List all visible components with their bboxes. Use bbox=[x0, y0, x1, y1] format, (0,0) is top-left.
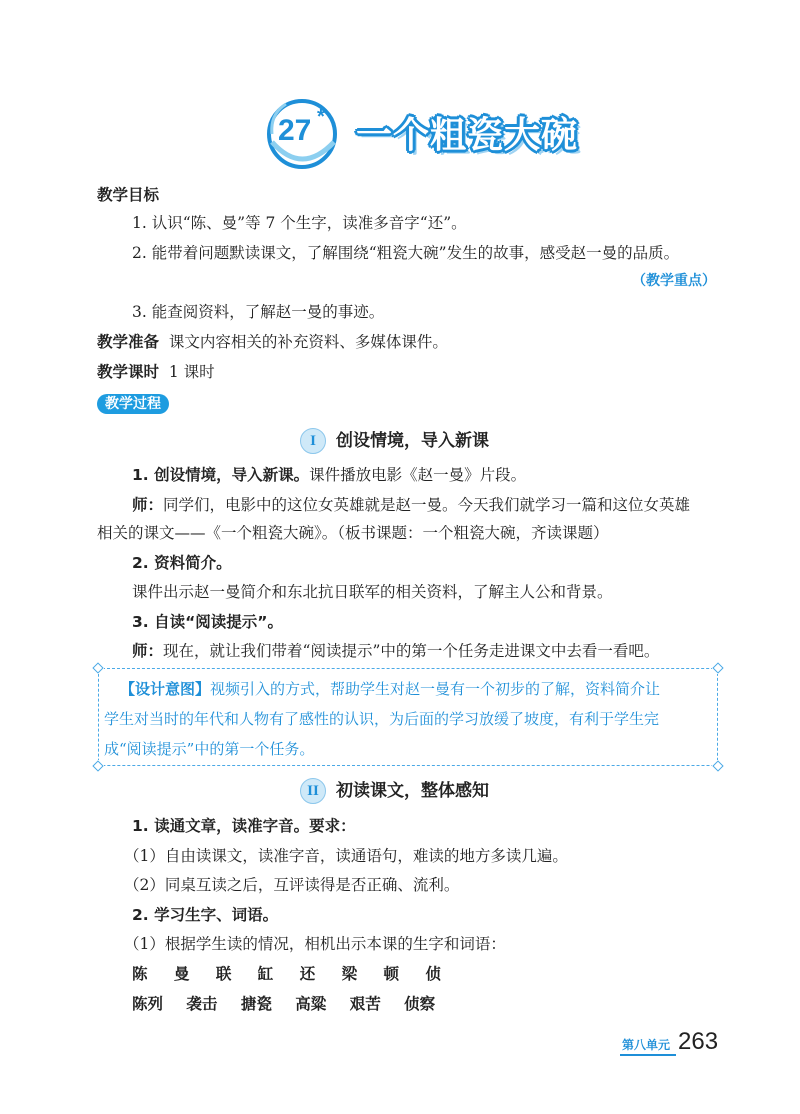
new-words-row bbox=[132, 992, 453, 1014]
section-1-title: 创设情境，导入新课 bbox=[336, 431, 489, 451]
s1-p1 bbox=[132, 464, 526, 486]
goal-item-3: 3. 能查阅资料，了解赵一曼的事迹。 bbox=[132, 303, 385, 321]
s2-p2: （1）自由读课文，读准字音，读通语句，难读的地方多读几遍。 bbox=[124, 847, 568, 865]
new-characters-row bbox=[132, 962, 462, 984]
word: 袭击 bbox=[186, 994, 218, 1013]
design-line-1-text: 视频引入的方式，帮助学生对赵一曼有一个初步的了解，资料简介让 bbox=[210, 680, 661, 698]
goals-heading: 教学目标 bbox=[97, 186, 160, 204]
s2-p5: （1）根据学生读的情况，相机出示本课的生字和词语： bbox=[124, 935, 506, 953]
lesson-number: 27 bbox=[278, 114, 312, 147]
character: 缸 bbox=[257, 964, 274, 983]
section-1-number: I bbox=[300, 428, 326, 454]
process-badge: 教学过程 bbox=[97, 394, 169, 414]
design-line-2: 学生对当时的年代和人物有了感性的认识，为后面的学习放缓了坡度，有利于学生完 bbox=[104, 710, 660, 728]
corner-ornament-icon bbox=[712, 662, 724, 674]
word: 陈列 bbox=[132, 994, 164, 1013]
s1-p1-bold: 1. 创设情境，导入新课。 bbox=[132, 466, 310, 484]
s1-p2-line2: 相关的课文——《一个粗瓷大碗》。（板书课题：一个粗瓷大碗，齐读课题） bbox=[97, 524, 609, 542]
word: 搪瓷 bbox=[240, 994, 272, 1013]
word: 高粱 bbox=[295, 994, 327, 1013]
word: 侦察 bbox=[404, 994, 436, 1013]
s1-p3-heading: 2. 资料简介。 bbox=[132, 554, 232, 572]
prep-label: 教学准备 bbox=[97, 333, 160, 351]
s1-p3-text: 课件出示赵一曼简介和东北抗日联军的相关资料，了解主人公和背景。 bbox=[132, 583, 613, 601]
s2-p4-heading: 2. 学习生字、词语。 bbox=[132, 906, 279, 924]
hours-row bbox=[97, 361, 215, 383]
character: 顿 bbox=[383, 964, 400, 983]
lesson-star: * bbox=[317, 106, 325, 128]
character: 还 bbox=[299, 964, 316, 983]
goal-item-1: 1. 认识“陈、曼”等 7 个生字，读准多音字“还”。 bbox=[132, 214, 467, 232]
section-2-title: 初读课文，整体感知 bbox=[336, 781, 489, 801]
s2-p1-heading: 1. 读通文章，读准字音。要求： bbox=[132, 817, 356, 835]
s2-p3: （2）同桌互读之后，互评读得是否正确、流利。 bbox=[124, 876, 460, 894]
design-line-1 bbox=[120, 674, 716, 704]
hours-label: 教学课时 bbox=[97, 363, 160, 381]
character: 梁 bbox=[341, 964, 358, 983]
character: 陈 bbox=[132, 964, 148, 983]
corner-ornament-icon bbox=[92, 662, 104, 674]
prep-text: 课文内容相关的补充资料、多媒体课件。 bbox=[168, 333, 448, 351]
character: 曼 bbox=[173, 964, 190, 983]
hours-text: 1 课时 bbox=[168, 363, 215, 381]
s1-p4-heading: 3. 自读“阅读提示”。 bbox=[132, 613, 283, 631]
character: 联 bbox=[215, 964, 232, 983]
section-2-number: II bbox=[300, 778, 326, 804]
design-line-3: 成“阅读提示”中的第一个任务。 bbox=[104, 740, 315, 758]
goal-item-2: 2. 能带着问题默读课文，了解围绕“粗瓷大碗”发生的故事，感受赵一曼的品质。 bbox=[132, 244, 680, 262]
design-label: 【设计意图】 bbox=[120, 680, 211, 698]
corner-ornament-icon bbox=[92, 760, 104, 772]
s1-p5-bold: 师： bbox=[132, 642, 164, 660]
key-point-tag: （教学重点） bbox=[632, 273, 716, 289]
footer-divider bbox=[620, 1054, 676, 1056]
lesson-title-text: 一个粗瓷大碗 bbox=[356, 115, 579, 156]
prep-row bbox=[97, 331, 448, 353]
s1-p2 bbox=[132, 494, 690, 516]
s1-p1-text: 课件播放电影《赵一曼》片段。 bbox=[309, 466, 527, 484]
page-number: 263 bbox=[678, 1028, 719, 1055]
s1-p5-text: 现在，就让我们带着“阅读提示”中的第一个任务走进课文中去看一看吧。 bbox=[163, 642, 660, 660]
s1-p2-text: 同学们，电影中的这位女英雄就是赵一曼。今天我们就学习一篇和这位女英雄 bbox=[163, 496, 691, 514]
character: 侦 bbox=[425, 964, 441, 983]
unit-label: 第八单元 bbox=[622, 1038, 671, 1052]
s1-p5 bbox=[132, 640, 659, 662]
word: 艰苦 bbox=[349, 994, 381, 1013]
lesson-title bbox=[262, 94, 582, 174]
s1-p2-bold: 师： bbox=[132, 496, 164, 514]
